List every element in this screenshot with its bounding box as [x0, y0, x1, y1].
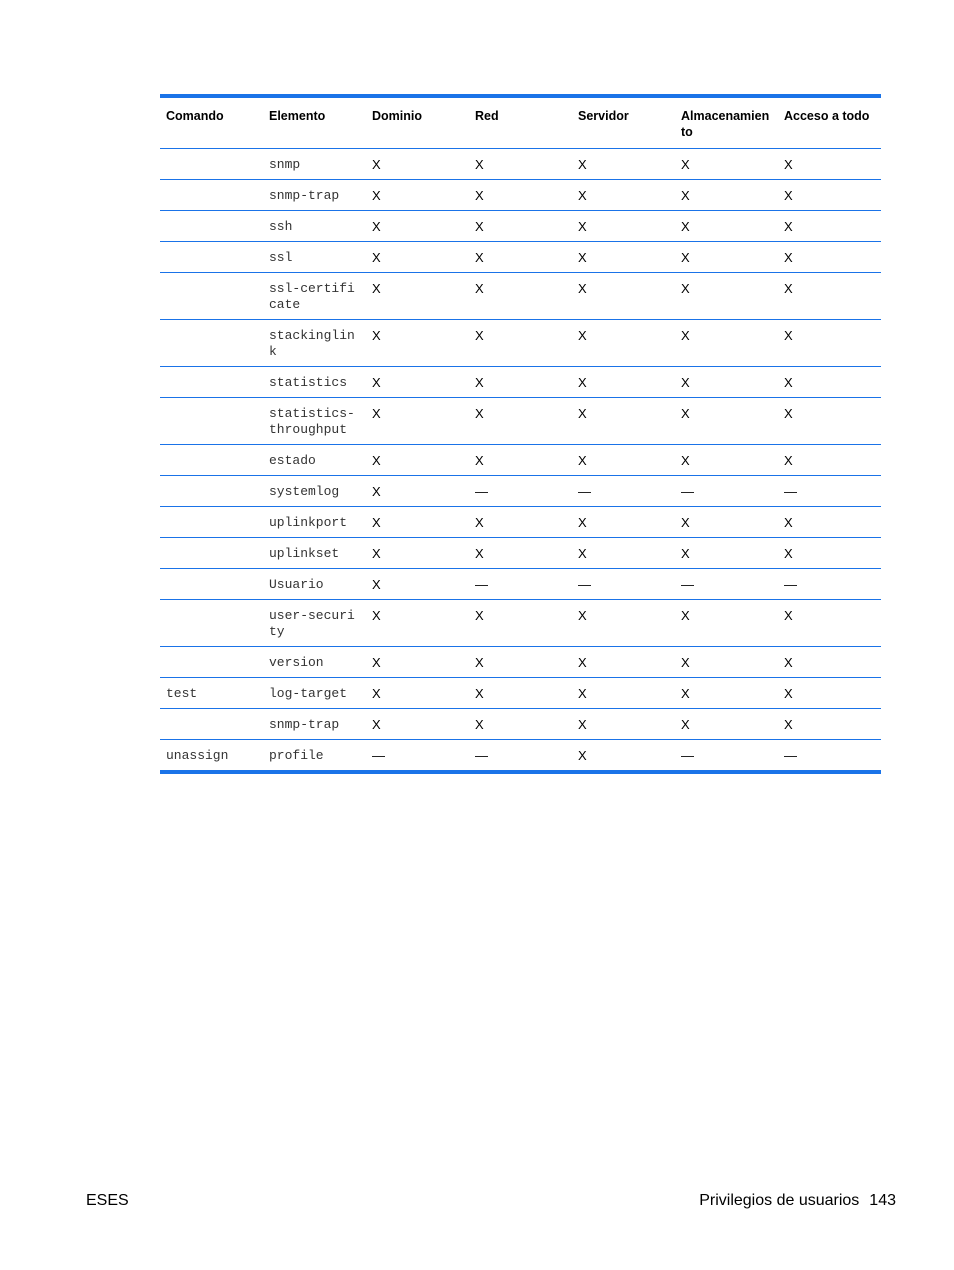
- cell-dominio: X: [366, 709, 469, 740]
- cell-almacenamiento: X: [675, 600, 778, 647]
- cell-almacenamiento: X: [675, 647, 778, 678]
- cell-servidor: X: [572, 538, 675, 569]
- cell-elemento: statistics-throughput: [263, 398, 366, 445]
- table-row: [160, 507, 881, 538]
- table-row: [160, 600, 881, 647]
- cell-almacenamiento: X: [675, 538, 778, 569]
- cell-almacenamiento: X: [675, 709, 778, 740]
- cell-servidor: X: [572, 709, 675, 740]
- cell-elemento: Usuario: [263, 569, 366, 600]
- cell-servidor: X: [572, 647, 675, 678]
- cell-red: X: [469, 273, 572, 320]
- cell-servidor: —: [572, 569, 675, 600]
- cell-red: X: [469, 709, 572, 740]
- header-dominio: Dominio: [366, 96, 469, 149]
- cell-elemento: estado: [263, 445, 366, 476]
- cell-red: X: [469, 445, 572, 476]
- cell-almacenamiento: X: [675, 367, 778, 398]
- cell-dominio: X: [366, 180, 469, 211]
- cell-comando: [160, 600, 263, 647]
- cell-elemento: log-target: [263, 678, 366, 709]
- cell-comando: [160, 445, 263, 476]
- cell-comando: [160, 538, 263, 569]
- table-row: [160, 740, 881, 773]
- cell-acceso-a-todo: —: [778, 569, 881, 600]
- cell-comando: [160, 647, 263, 678]
- cell-red: X: [469, 647, 572, 678]
- cell-acceso-a-todo: X: [778, 180, 881, 211]
- cell-dominio: X: [366, 273, 469, 320]
- cell-red: X: [469, 367, 572, 398]
- cell-elemento: profile: [269, 748, 324, 763]
- header-red: Red: [469, 96, 572, 149]
- table-body: [160, 149, 881, 773]
- cell-dominio: X: [366, 678, 469, 709]
- cell-almacenamiento: X: [675, 320, 778, 367]
- cell-almacenamiento: —: [675, 476, 778, 507]
- cell-servidor: X: [572, 273, 675, 320]
- table-row: [160, 647, 881, 678]
- cell-red: X: [469, 600, 572, 647]
- cell-dominio: X: [366, 600, 469, 647]
- table-row: [160, 678, 881, 709]
- cell-red: —: [469, 476, 572, 507]
- cell-comando: [160, 709, 263, 740]
- cell-elemento: snmp-trap: [263, 709, 366, 740]
- cell-comando: [160, 242, 263, 273]
- cell-acceso-a-todo: X: [778, 273, 881, 320]
- cell-acceso-a-todo: X: [778, 678, 881, 709]
- cell-servidor: X: [572, 600, 675, 647]
- cell-acceso-a-todo: —: [778, 476, 881, 507]
- cell-elemento: ssl: [263, 242, 366, 273]
- cell-dominio: X: [366, 149, 469, 180]
- cell-red: X: [469, 538, 572, 569]
- cell-servidor: X: [572, 398, 675, 445]
- table-row: [160, 538, 881, 569]
- cell-dominio: X: [366, 445, 469, 476]
- table-header-row: [160, 96, 881, 149]
- cell-dominio: X: [366, 507, 469, 538]
- cell-acceso-a-todo: X: [778, 242, 881, 273]
- cell-dominio: X: [366, 538, 469, 569]
- table-row: [160, 445, 881, 476]
- cell-elemento: statistics: [263, 367, 366, 398]
- cell-servidor: X: [572, 367, 675, 398]
- cell-elemento: stackinglink: [263, 320, 366, 367]
- cell-servidor: X: [572, 211, 675, 242]
- cell-comando: test: [160, 678, 263, 709]
- cell-red: —: [469, 569, 572, 600]
- cell-dominio: X: [366, 320, 469, 367]
- cell-elemento: systemlog: [263, 476, 366, 507]
- cell-almacenamiento: X: [675, 273, 778, 320]
- cell-comando: [160, 149, 263, 180]
- cell-acceso-a-todo: X: [778, 398, 881, 445]
- cell-acceso-a-todo: X: [778, 320, 881, 367]
- cell-comando: [160, 367, 263, 398]
- cell-acceso-a-todo: X: [778, 538, 881, 569]
- cell-comando: [160, 273, 263, 320]
- cell-red: X: [469, 242, 572, 273]
- cell-red: —: [475, 748, 488, 763]
- cell-dominio: X: [366, 647, 469, 678]
- header-elemento: Elemento: [263, 96, 366, 149]
- table-row: [160, 211, 881, 242]
- cell-almacenamiento: —: [675, 569, 778, 600]
- header-acceso-a-todo: Acceso a todo: [778, 96, 881, 149]
- cell-red: X: [469, 320, 572, 367]
- cell-dominio: X: [366, 398, 469, 445]
- table-row: [160, 398, 881, 445]
- header-servidor: Servidor: [572, 96, 675, 149]
- cell-acceso-a-todo: X: [778, 600, 881, 647]
- footer-section-title: Privilegios de usuarios: [699, 1192, 860, 1209]
- cell-red: X: [469, 678, 572, 709]
- footer-locale: ESES: [86, 1192, 129, 1209]
- table-row: [160, 242, 881, 273]
- cell-elemento: snmp: [263, 149, 366, 180]
- cell-comando: [160, 180, 263, 211]
- cell-dominio: —: [372, 748, 385, 763]
- cell-servidor: X: [572, 149, 675, 180]
- cell-red: X: [469, 149, 572, 180]
- cell-comando: [160, 476, 263, 507]
- cell-servidor: X: [578, 748, 587, 763]
- cell-servidor: X: [572, 678, 675, 709]
- cell-elemento: ssl-certificate: [263, 273, 366, 320]
- header-comando: Comando: [160, 96, 263, 149]
- cell-dominio: X: [366, 476, 469, 507]
- cell-servidor: X: [572, 320, 675, 367]
- header-almacenamiento: Almacenamiento: [675, 96, 778, 149]
- cell-comando: [160, 398, 263, 445]
- cell-comando: [160, 211, 263, 242]
- table-row: [160, 709, 881, 740]
- cell-dominio: X: [366, 211, 469, 242]
- cell-almacenamiento: X: [675, 180, 778, 211]
- cell-servidor: X: [572, 507, 675, 538]
- cell-acceso-a-todo: X: [778, 445, 881, 476]
- cell-elemento: ssh: [263, 211, 366, 242]
- cell-acceso-a-todo: X: [778, 211, 881, 242]
- cell-comando: [160, 569, 263, 600]
- cell-almacenamiento: X: [675, 242, 778, 273]
- cell-servidor: X: [572, 445, 675, 476]
- cell-comando: [160, 507, 263, 538]
- cell-servidor: —: [572, 476, 675, 507]
- cell-comando: unassign: [166, 748, 229, 763]
- cell-red: X: [469, 211, 572, 242]
- cell-acceso-a-todo: —: [784, 748, 797, 763]
- cell-dominio: X: [366, 242, 469, 273]
- cell-servidor: X: [572, 180, 675, 211]
- cell-elemento: uplinkport: [263, 507, 366, 538]
- cell-acceso-a-todo: X: [778, 507, 881, 538]
- cell-acceso-a-todo: X: [778, 367, 881, 398]
- table-row: [160, 320, 881, 367]
- cell-almacenamiento: X: [675, 507, 778, 538]
- cell-almacenamiento: X: [675, 678, 778, 709]
- table-row: [160, 569, 881, 600]
- cell-acceso-a-todo: X: [778, 149, 881, 180]
- table-row: [160, 367, 881, 398]
- table-row: [160, 180, 881, 211]
- cell-elemento: snmp-trap: [263, 180, 366, 211]
- cell-acceso-a-todo: X: [778, 709, 881, 740]
- cell-almacenamiento: X: [675, 445, 778, 476]
- table-row: [160, 273, 881, 320]
- cell-elemento: user-security: [263, 600, 366, 647]
- privileges-table: [160, 94, 881, 774]
- cell-almacenamiento: —: [681, 748, 694, 763]
- cell-almacenamiento: X: [675, 398, 778, 445]
- cell-elemento: version: [263, 647, 366, 678]
- table-row: [160, 149, 881, 180]
- cell-acceso-a-todo: X: [778, 647, 881, 678]
- cell-comando: [160, 320, 263, 367]
- cell-dominio: X: [366, 569, 469, 600]
- cell-almacenamiento: X: [675, 149, 778, 180]
- cell-red: X: [469, 507, 572, 538]
- footer-section: [699, 1192, 896, 1210]
- cell-almacenamiento: X: [675, 211, 778, 242]
- cell-dominio: X: [366, 367, 469, 398]
- page-number: 143: [869, 1192, 896, 1209]
- cell-red: X: [469, 180, 572, 211]
- cell-servidor: X: [572, 242, 675, 273]
- table-row: [160, 476, 881, 507]
- cell-red: X: [469, 398, 572, 445]
- cell-elemento: uplinkset: [263, 538, 366, 569]
